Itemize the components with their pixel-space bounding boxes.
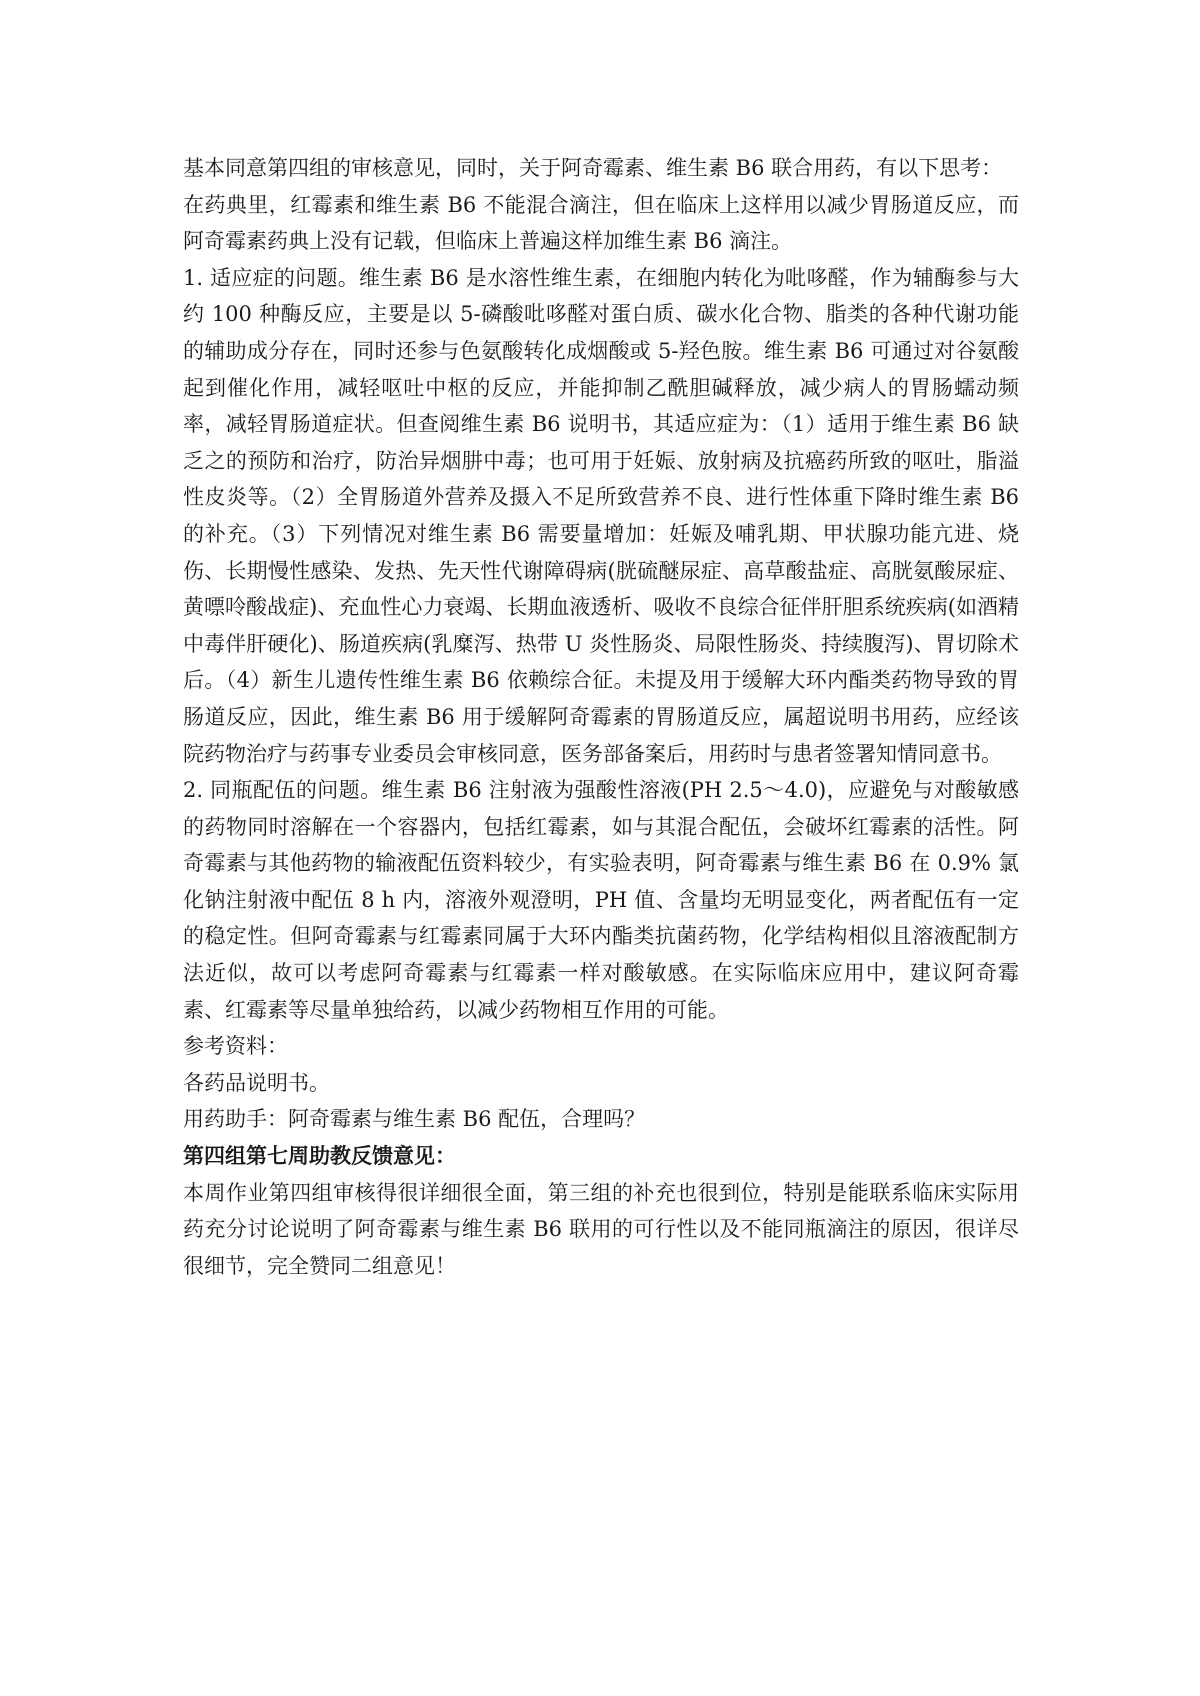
feedback-paragraph: 本周作业第四组审核得很详细很全面，第三组的补充也很到位，特别是能联系临床实际用药充分讨论说明了阿奇霉素与维生素 B6 联用的可行性以及不能同瓶滴注的原因，很详尽很细节，完全赞同二组意见！ <box>183 1180 1019 1278</box>
intro-paragraph: 基本同意第四组的审核意见，同时，关于阿奇霉素、维生素 B6 联合用药，有以下思考： <box>183 156 1003 180</box>
references-label: 参考资料： <box>183 1034 288 1059</box>
compatibility-paragraph: 2. 同瓶配伍的问题。维生素 B6 注射液为强酸性溶液(PH 2.5～4.0)，应避免与对酸敏感的药物同时溶解在一个容器内，包括红霉素，如与其混合配伍，会破坏红霉素的活性。阿奇霉素与其他药物的输液配伍资料较少，有实验表明，阿奇霉素与维生素 B6 在 0.9% 氯化钠注射液中配伍 8 h 内，溶液外观澄明，PH 值、含量均无明显变化，两者配伍有一定的稳定性。但阿奇霉素与红霉素同属于大环内酯类抗菌药物，化学结构相似且溶液配制方法近似，故可以考虑阿奇霉素与红霉素一样对酸敏感。在实际临床应用中，建议阿奇霉素、红霉素等尽量单独给药，以减少药物相互作用的可能。 <box>183 778 1019 1022</box>
pharmacopoeia-paragraph: 在药典里，红霉素和维生素 B6 不能混合滴注，但在临床上这样用以减少胃肠道反应，而阿奇霉素药典上没有记载，但临床上普遍这样加维生素 B6 滴注。 <box>183 192 1019 254</box>
reference-item: 各药品说明书。 <box>183 1070 330 1095</box>
indication-paragraph: 1. 适应症的问题。维生素 B6 是水溶性维生素，在细胞内转化为吡哆醛，作为辅酶参与大约 100 种酶反应，主要是以 5-磷酸吡哆醛对蛋白质、碳水化合物、脂类的各种代谢功能的辅助成分存在，同时还参与色氨酸转化成烟酸或 5-羟色胺。维生素 B6 可通过对谷氨酸起到催化作用，减轻呕吐中枢的反应，并能抑制乙酰胆碱释放，减少病人的胃肠蠕动频率，减轻胃肠道症状。但查阅维生素 B6 说明书，其适应症为：（1）适用于维生素 B6 缺乏之的预防和治疗，防治异烟肼中毒；也可用于妊娠、放射病及抗癌药所致的呕吐，脂溢性皮炎等。（2）全胃肠道外营养及摄入不足所致营养不良、进行性体重下降时维生素 B6 的补充。（3）下列情况对维生素 B6 需要量增加：妊娠及哺乳期、甲状腺功能亢进、烧伤、长期慢性感染、发热、先天性代谢障碍病(胱硫醚尿症、高草酸盐症、高胱氨酸尿症、黄嘌呤酸战症)、充血性心力衰竭、长期血液透析、吸收不良综合征伴肝胆系统疾病(如酒精中毒伴肝硬化)、肠道疾病(乳糜泻、热带 U 炎性肠炎、局限性肠炎、持续腹泻)、胃切除术后。（4）新生儿遗传性维生素 B6 依赖综合征。未提及用于缓解大环内酯类药物导致的胃肠道反应，因此，维生素 B6 用于缓解阿奇霉素的胃肠道反应，属超说明书用药，应经该院药物治疗与药事专业委员会审核同意，医务部备案后，用药时与患者签署知情同意书。 <box>183 265 1019 766</box>
reference-item: 用药助手：阿奇霉素与维生素 B6 配伍，合理吗？ <box>183 1107 646 1132</box>
document-page <box>183 150 1019 1284</box>
feedback-heading: 第四组第七周助教反馈意见： <box>183 1144 456 1169</box>
